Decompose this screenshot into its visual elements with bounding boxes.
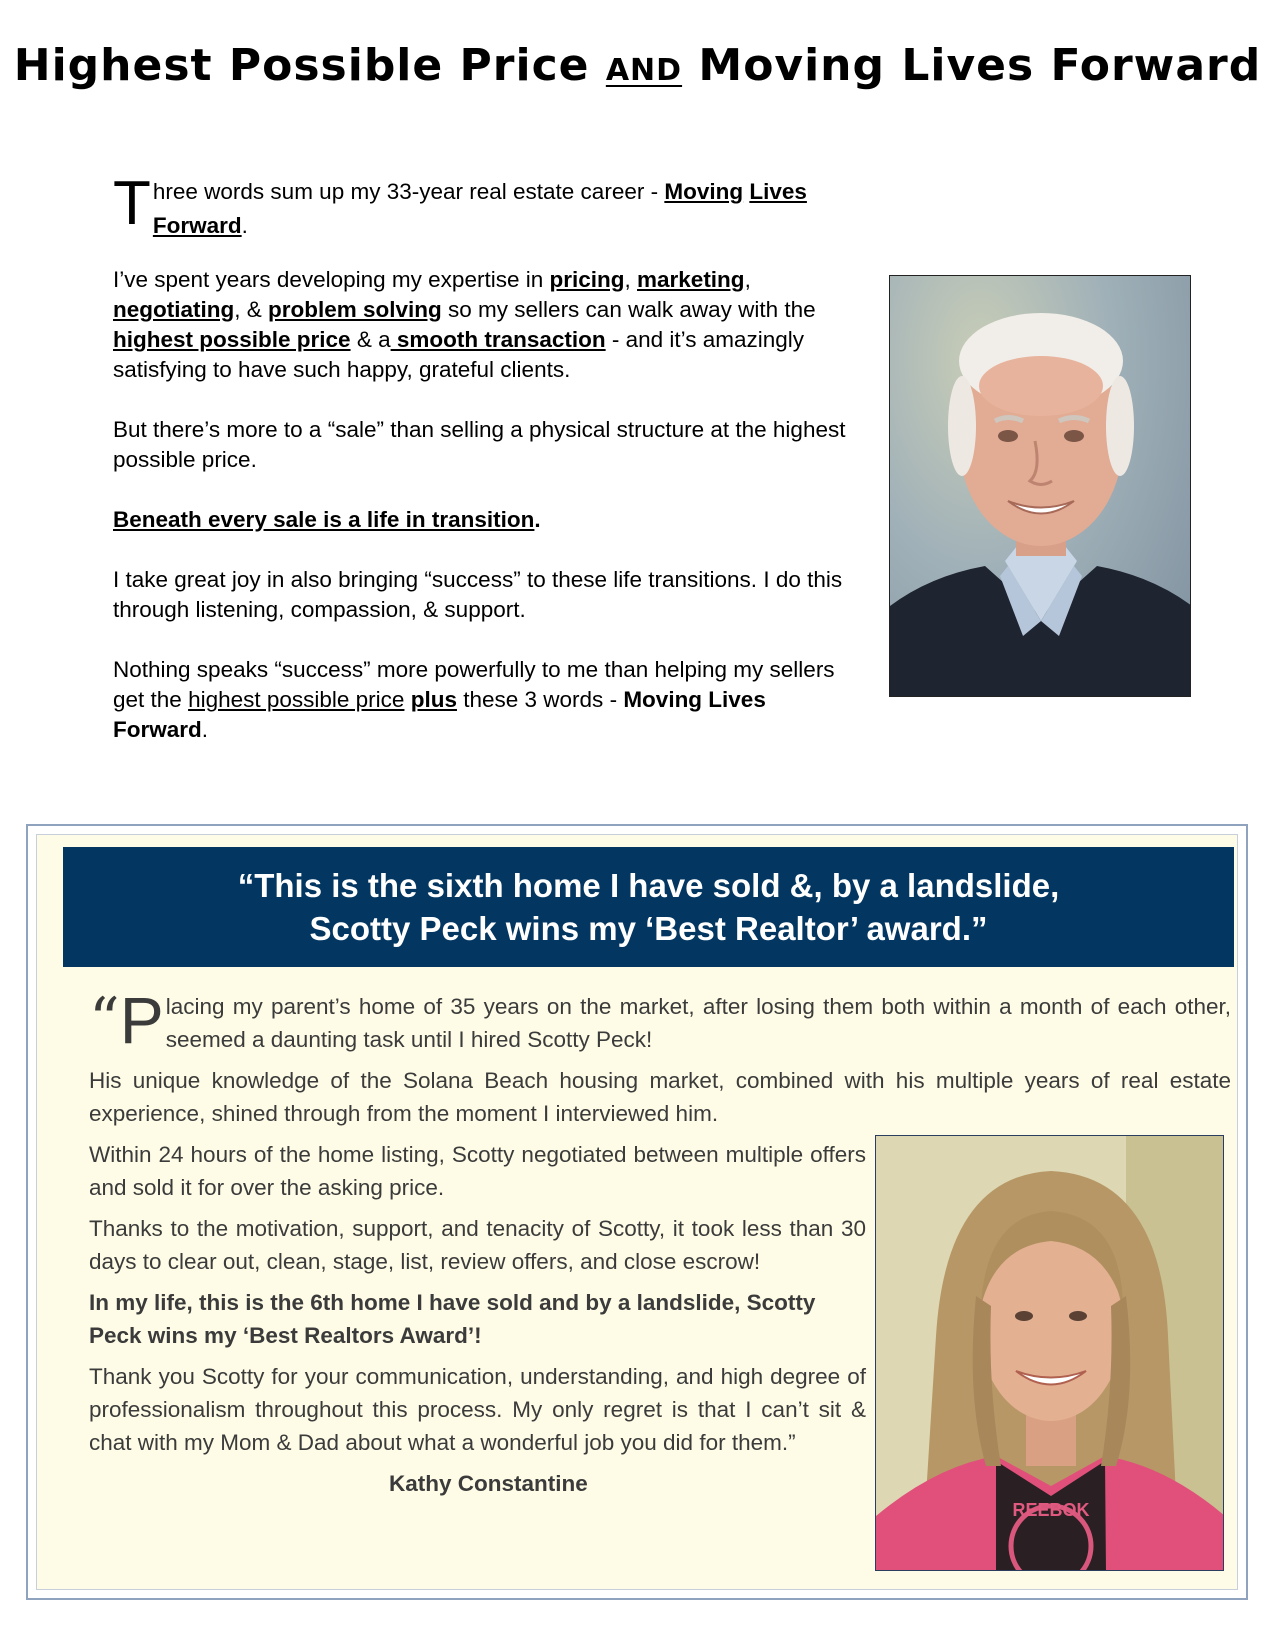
bio-paragraph-5: I take great joy in also bringing “success” to these life transitions. I do this through listening, compassion, & support. xyxy=(113,567,843,622)
testimonial-paragraph-4: Thanks to the motivation, support, and tenacity of Scotty, it took less than 30 days to clear out, clean, stage, list, review offers, and close escrow! xyxy=(89,1216,866,1274)
bio-paragraph-6: Nothing speaks “success” more powerfully to me than helping my sellers get the highest possible price plus these 3 words - Moving Lives Forward. xyxy=(113,657,835,742)
testimonial-author: Kathy Constantine xyxy=(389,1471,588,1496)
bio-paragraph-1: Three words sum up my 33-year real estate career - Moving Lives Forward. xyxy=(113,169,807,238)
testimonial-headline xyxy=(63,847,1234,967)
shirt-logo-text: REEBOK xyxy=(1012,1500,1090,1520)
bio-paragraph-4: Beneath every sale is a life in transition. xyxy=(113,507,541,532)
title-part1: Highest Possible Price xyxy=(13,40,590,91)
open-quote-mark: “ xyxy=(89,985,120,1055)
bio-paragraph-3: But there’s more to a “sale” than selling a physical structure at the highest possible price. xyxy=(113,417,846,472)
title-and: AND xyxy=(605,53,683,88)
testimonial-card xyxy=(26,824,1248,1600)
bio-paragraph-2: I’ve spent years developing my expertise in pricing, marketing, negotiating, & problem solving so my sellers can walk away with the highest possible price & a smooth transaction - and it’s amazingly satisfying to have such happy, grateful clients. xyxy=(113,267,816,382)
page-title xyxy=(0,40,1275,91)
agent-portrait xyxy=(889,275,1191,697)
client-portrait xyxy=(875,1135,1224,1571)
headline-line-1: “This is the sixth home I have sold &, by a landslide, xyxy=(237,867,1060,904)
testimonial-paragraph-6: Thank you Scotty for your communication, understanding, and high degree of professionalism throughout this process. My only regret is that I can’t sit & chat with my Mom & Dad about what a wonderful job you did for them.” xyxy=(89,1364,866,1455)
headline-line-2: Scotty Peck wins my ‘Best Realtor’ award.” xyxy=(309,910,988,947)
testimonial-dropcap: P xyxy=(119,983,164,1057)
title-part2: Moving Lives Forward xyxy=(698,40,1262,91)
testimonial-paragraph-2: His unique knowledge of the Solana Beach housing market, combined with his multiple years of real estate experience, shined through from the moment I interviewed him. xyxy=(89,1068,1231,1126)
testimonial-card-inner xyxy=(36,834,1238,1590)
agent-portrait-illustration xyxy=(890,276,1191,697)
bio-section xyxy=(113,169,848,775)
testimonial-paragraph-3: Within 24 hours of the home listing, Scotty negotiated between multiple offers and sold it for over the asking price. xyxy=(89,1142,866,1200)
testimonial-paragraph-1: “ P lacing my parent’s home of 35 years on the market, after losing them both within a month of each other, seemed a daunting task until I hired Scotty Peck! xyxy=(89,983,1231,1057)
client-portrait-illustration xyxy=(876,1136,1224,1571)
testimonial-paragraph-5: In my life, this is the 6th home I have sold and by a landslide, Scotty Peck wins my ‘Best Realtors Award’! xyxy=(89,1290,816,1348)
bio-dropcap: T xyxy=(113,169,151,238)
